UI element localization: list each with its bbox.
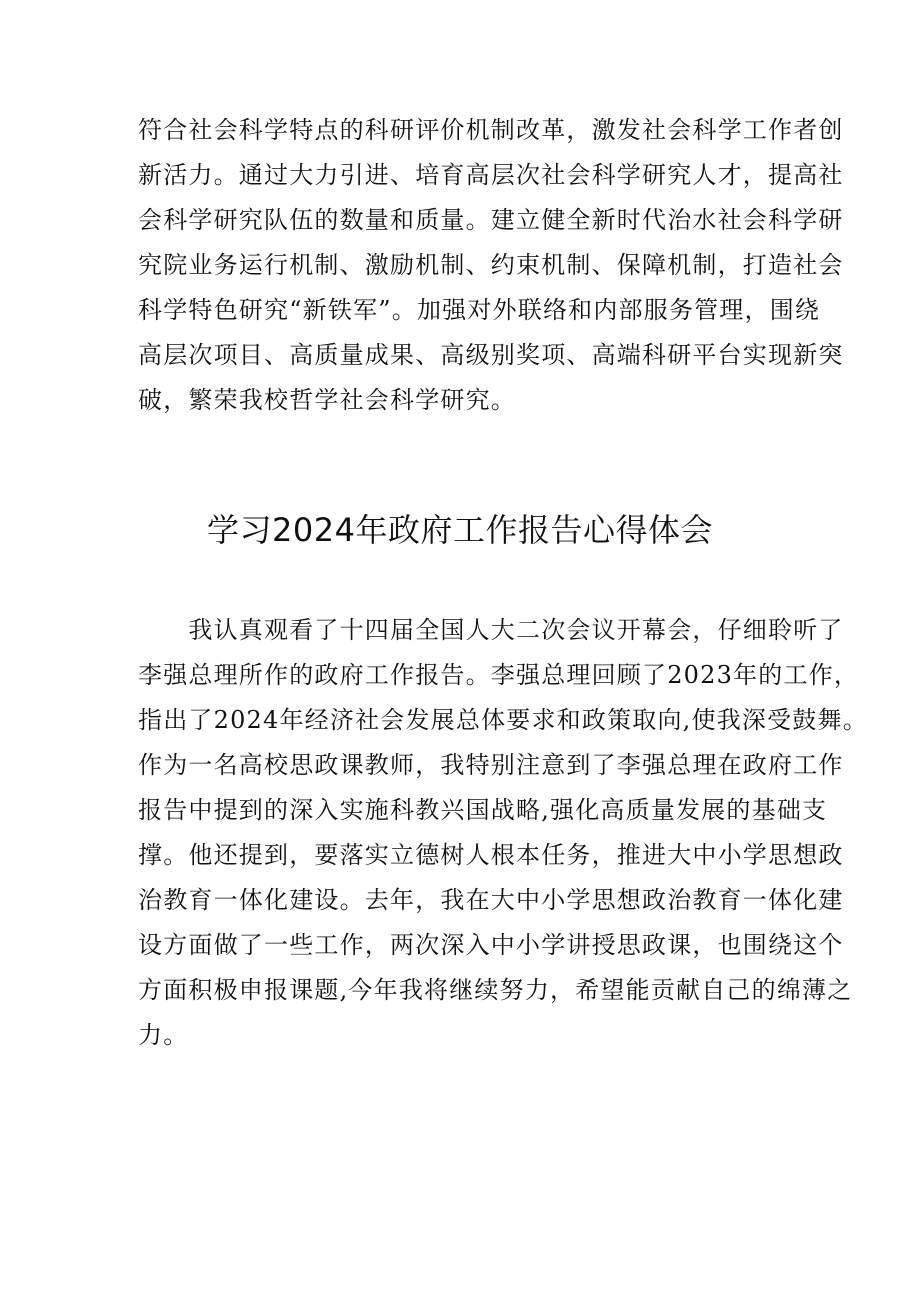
text-line: 符合社会科学特点的科研评价机制改革，激发社会科学工作者创: [138, 116, 844, 144]
text-line: 李强总理所作的政府工作报告。李强总理回顾了2023年的工作，: [138, 661, 860, 689]
text-line: 会科学研究队伍的数量和质量。建立健全新时代治水社会科学研: [138, 206, 844, 234]
text-line: 指出了2024年经济社会发展总体要求和政策取向,使我深受鼓舞。: [138, 706, 868, 734]
article-title: 学习2024年政府工作报告心得体会: [207, 511, 713, 549]
text-line: 力。: [138, 1021, 189, 1049]
text-line: 破，繁荣我校哲学社会科学研究。: [138, 386, 516, 414]
text-line: 设方面做了一些工作，两次深入中小学讲授思政课，也围绕这个: [138, 931, 844, 959]
text-line: 新活力。通过大力引进、培育高层次社会科学研究人才，提高社: [138, 161, 844, 189]
text-line: 报告中提到的深入实施科教兴国战略,强化高质量发展的基础支: [138, 796, 828, 824]
text-line: 撑。他还提到，要落实立德树人根本任务，推进大中小学思想政: [138, 841, 844, 869]
text-line: 究院业务运行机制、激励机制、约束机制、保障机制，打造社会: [138, 251, 844, 279]
text-line: 方面积极申报课题,今年我将继续努力，希望能贡献自己的绵薄之: [138, 976, 853, 1004]
text-line: 作为一名高校思政课教师，我特别注意到了李强总理在政府工作: [138, 751, 844, 779]
text-line: 高层次项目、高质量成果、高级别奖项、高端科研平台实现新突: [138, 341, 844, 369]
continuation-paragraph: [138, 108, 844, 423]
body-paragraph: [138, 608, 868, 1058]
text-line: 科学特色研究“新铁军”。加强对外联络和内部服务管理，围绕: [138, 296, 821, 324]
text-line: 治教育一体化建设。去年，我在大中小学思想政治教育一体化建: [138, 886, 844, 914]
text-line: 我认真观看了十四届全国人大二次会议开幕会，仔细聆听了: [138, 616, 844, 644]
